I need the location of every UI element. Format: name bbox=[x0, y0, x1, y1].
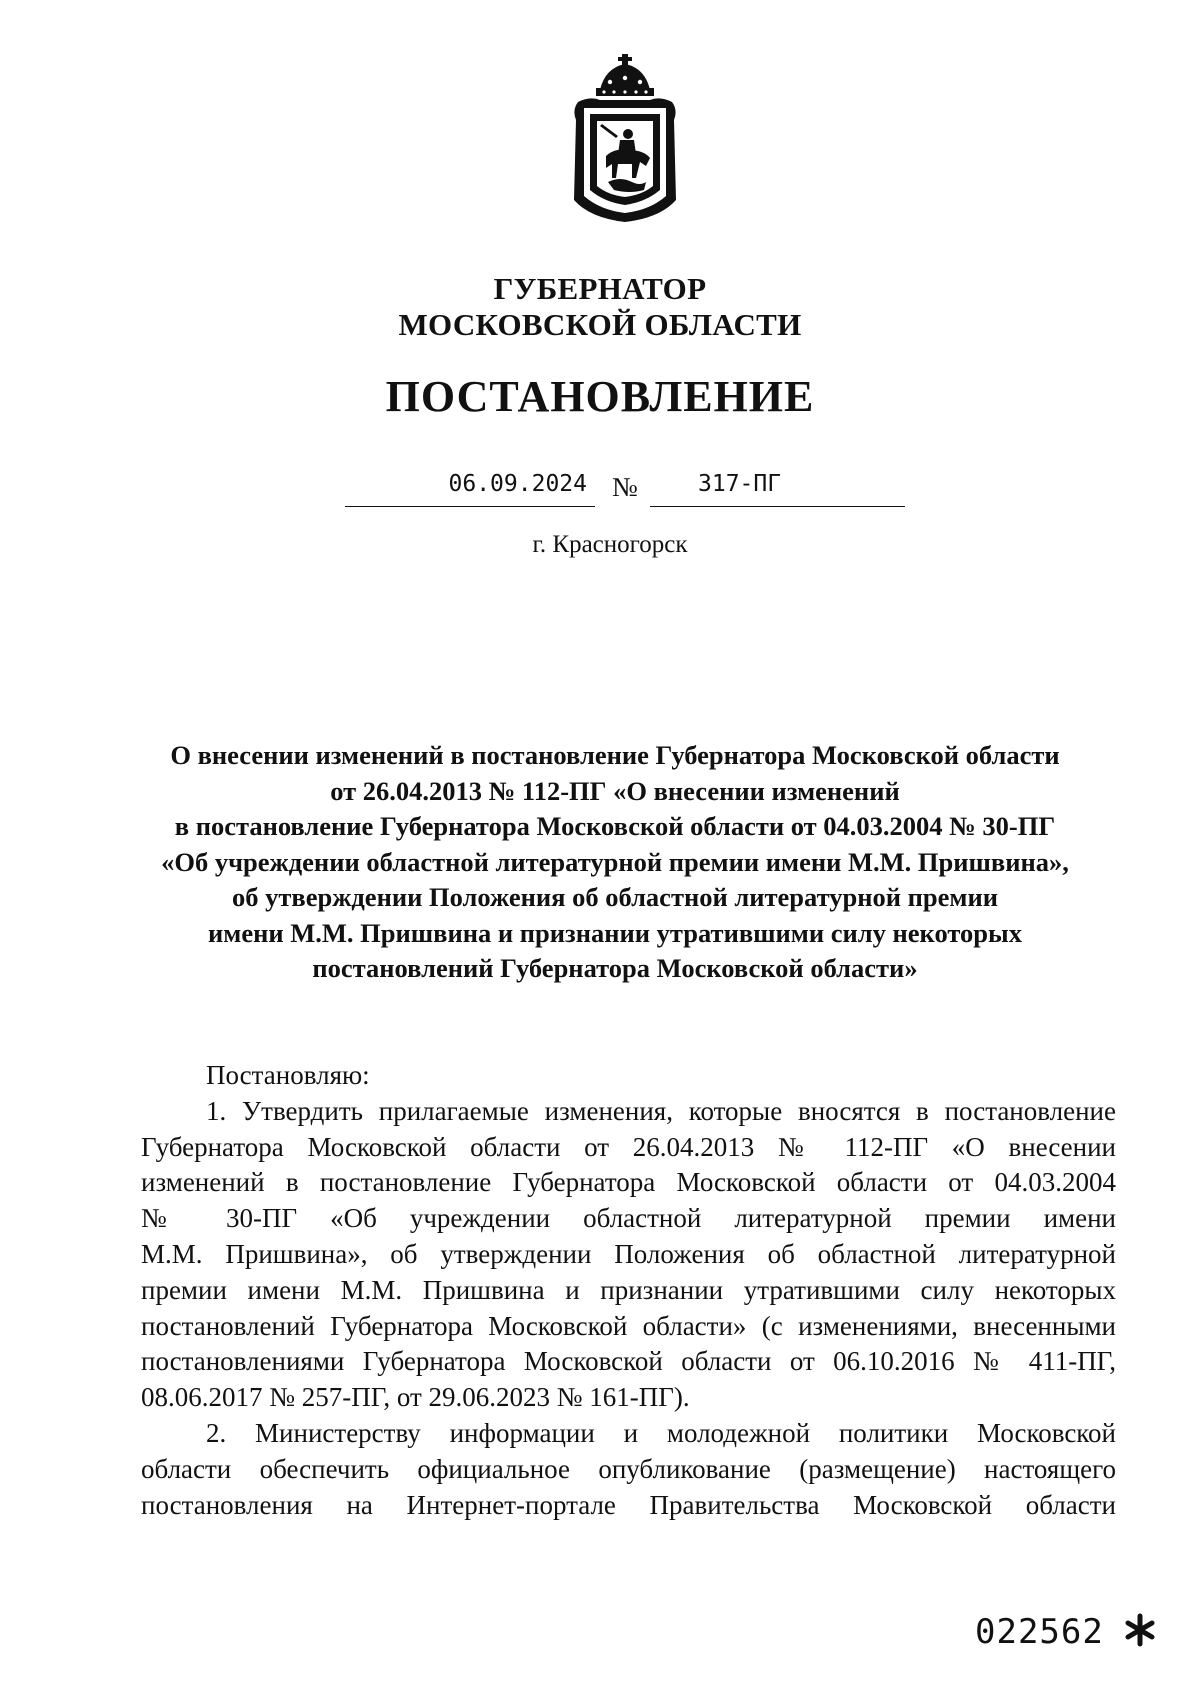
form-serial-number: 022562 bbox=[975, 1612, 1104, 1652]
place-of-issue: г. Красногорск bbox=[532, 531, 688, 558]
title-line: постановлений Губернатора Московской области» bbox=[312, 953, 918, 983]
body-line: № 30-ПГ «Об учреждении областной литературной премии имени bbox=[141, 1203, 1116, 1234]
title-line: «Об учреждении областной литературной премии имени М.М. Пришвина», bbox=[161, 846, 1069, 877]
body-line: 1. Утвердить прилагаемые изменения, которые вносятся в постановление bbox=[206, 1095, 1116, 1126]
body-line: изменений в постановление Губернатора Московской области от 04.03.2004 bbox=[141, 1167, 1116, 1198]
document-title bbox=[120, 738, 1110, 987]
body-line: 08.06.2017 № 257-ПГ, от 29.06.2023 № 161-ПГ). bbox=[141, 1382, 690, 1413]
document-type: ПОСТАНОВЛЕНИЕ bbox=[385, 372, 815, 421]
registration-date: 06.09.2024 bbox=[345, 467, 595, 507]
resolution-lead: Постановляю: bbox=[206, 1060, 370, 1090]
body-line: Губернатора Московской области от 26.04.2013 № 112-ПГ «О внесении bbox=[141, 1131, 1116, 1162]
asterisk-icon bbox=[1122, 1610, 1158, 1650]
moscow-oblast-coat-of-arms-icon bbox=[570, 50, 680, 225]
title-line: об утверждении Положения об областной литературной премии bbox=[231, 882, 999, 912]
body-line: премии имени М.М. Пришвина и признании утратившими силу некоторых bbox=[141, 1274, 1116, 1305]
authority-title: ГУБЕРНАТОР bbox=[493, 271, 707, 306]
document-body bbox=[141, 1058, 1116, 1523]
title-line: от 26.04.2013 № 112-ПГ «О внесении изменений bbox=[330, 775, 900, 806]
body-line: 2. Министерству информации и молодежной политики Московской bbox=[206, 1417, 1116, 1448]
authority-region: МОСКОВСКОЙ ОБЛАСТИ bbox=[398, 307, 802, 342]
number-sign: № bbox=[612, 472, 638, 502]
body-line: постановлений Губернатора Московской области» (с изменениями, внесенными bbox=[141, 1310, 1116, 1341]
title-line: в постановление Губернатора Московской области от 04.03.2004 № 30-ПГ bbox=[174, 811, 1056, 841]
title-line: имени М.М. Пришвина и признании утратившими силу некоторых bbox=[208, 917, 1022, 948]
registration-number: 317-ПГ bbox=[650, 467, 905, 507]
resolution-item-2 bbox=[141, 1416, 1116, 1523]
body-line: постановлениями Губернатора Московской области от 06.10.2016 № 411-ПГ, bbox=[141, 1346, 1116, 1377]
body-line: М.М. Пришвина», об утверждении Положения об областной литературной bbox=[141, 1238, 1116, 1269]
title-line: О внесении изменений в постановление Губернатора Московской области bbox=[170, 740, 1060, 770]
body-line: области обеспечить официальное опубликование (размещение) настоящего bbox=[141, 1453, 1116, 1484]
body-line: постановления на Интернет-портале Правительства Московской области bbox=[141, 1489, 1116, 1520]
resolution-item-1 bbox=[141, 1094, 1116, 1416]
